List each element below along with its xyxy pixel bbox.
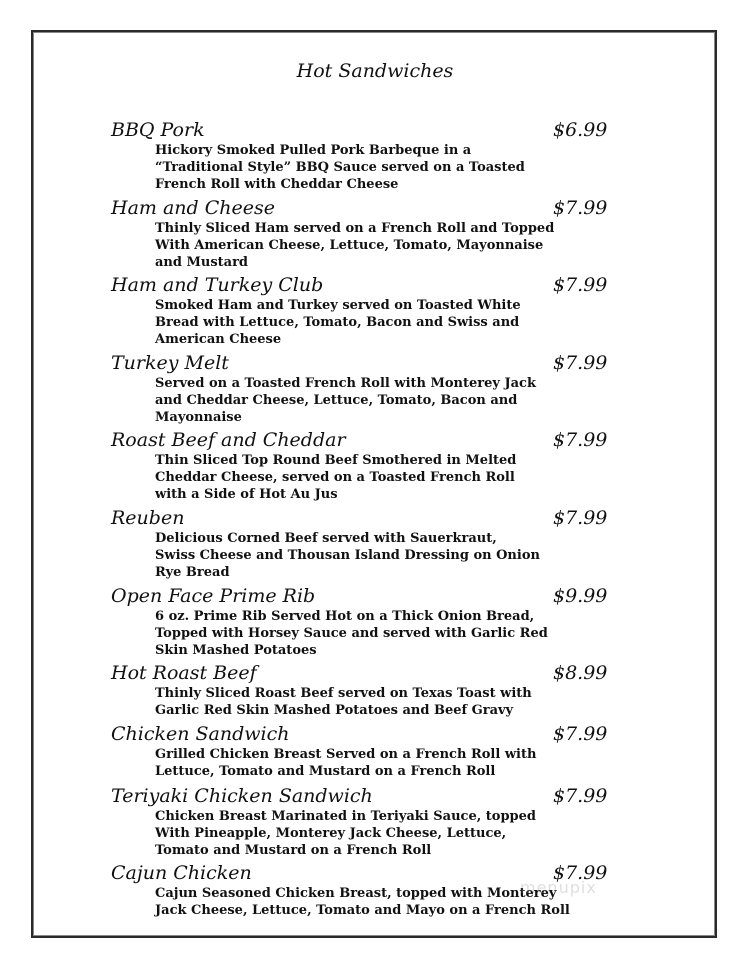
menu-item-name: Open Face Prime Rib [111, 585, 316, 607]
menu-item-description-line: and Mustard [155, 255, 249, 270]
menu-item-description-line: Tomato and Mustard on a French Roll [155, 843, 432, 858]
menu-item-description-line: French Roll with Cheddar Cheese [155, 177, 399, 192]
menu-item-description [155, 220, 570, 271]
menu-item-description-line: “Traditional Style” BBQ Sauce served on a Toasted [155, 160, 525, 175]
menu-item-price: $9.99 [553, 585, 608, 607]
menu-item-description-line: Garlic Red Skin Mashed Potatoes and Beef Gravy [155, 703, 514, 718]
menu-section-title: Hot Sandwiches [296, 60, 454, 82]
menu-item-price: $7.99 [553, 723, 608, 745]
menu-item-name: Ham and Turkey Club [111, 274, 324, 296]
menu-item-description [155, 746, 570, 780]
menu-item-description-line: Hickory Smoked Pulled Pork Barbeque in a [155, 143, 472, 158]
menu-item-description-line: With American Cheese, Lettuce, Tomato, Mayonnaise [155, 238, 544, 253]
menu-item-description-line: Grilled Chicken Breast Served on a French Roll with [155, 747, 537, 762]
menu-item-name: BBQ Pork [111, 119, 205, 141]
menu-item-description [155, 685, 570, 719]
menu-item-description-line: Thin Sliced Top Round Beef Smothered in Melted [155, 453, 517, 468]
menu-item-description-line: American Cheese [155, 332, 282, 347]
menu-item-description [155, 142, 570, 193]
menu-item-price: $7.99 [553, 862, 608, 884]
watermark: menupix [520, 878, 597, 897]
menu-item-description-line: Thinly Sliced Ham served on a French Roll and Topped [155, 221, 555, 236]
menu-item-description-line: With Pineapple, Monterey Jack Cheese, Lettuce, [155, 826, 507, 841]
menu-item-description-line: Chicken Breast Marinated in Teriyaki Sauce, topped [155, 809, 536, 824]
menu-item-description [155, 608, 570, 659]
menu-item-price: $7.99 [553, 785, 608, 807]
menu-item-name: Reuben [111, 507, 185, 529]
menu-item-description-line: Lettuce, Tomato and Mustard on a French Roll [155, 764, 496, 779]
menu-item-description-line: Bread with Lettuce, Tomato, Bacon and Swiss and [155, 315, 520, 330]
menu-item-name: Chicken Sandwich [111, 723, 290, 745]
menu-item-name: Teriyaki Chicken Sandwich [111, 785, 373, 807]
menu-item-description [155, 808, 570, 859]
menu-item-description-line: 6 oz. Prime Rib Served Hot on a Thick Onion Bread, [155, 609, 535, 624]
menu-item-name: Ham and Cheese [111, 197, 275, 219]
menu-item-description-line: Thinly Sliced Roast Beef served on Texas Toast with [155, 686, 532, 701]
menu-item-description-line: with a Side of Hot Au Jus [155, 487, 338, 502]
menu-item-description [155, 375, 570, 426]
menu-item-price: $6.99 [553, 119, 608, 141]
menu-item-description-line: Delicious Corned Beef served with Sauerkraut, [155, 531, 497, 546]
menu-item-name: Hot Roast Beef [111, 662, 257, 684]
menu-item-description [155, 452, 570, 503]
menu-item-description-line: Rye Bread [155, 565, 230, 580]
menu-item-price: $7.99 [553, 274, 608, 296]
menu-item-price: $7.99 [553, 197, 608, 219]
menu-item-name: Cajun Chicken [111, 862, 252, 884]
menu-item-name: Roast Beef and Cheddar [111, 429, 346, 451]
menu-item-description-line: and Cheddar Cheese, Lettuce, Tomato, Bacon and [155, 393, 518, 408]
menu-item-price: $7.99 [553, 507, 608, 529]
menu-item-description-line: Cheddar Cheese, served on a Toasted French Roll [155, 470, 515, 485]
menu-item-description-line: Mayonnaise [155, 410, 242, 425]
menu-item-description-line: Swiss Cheese and Thousan Island Dressing on Onion [155, 548, 540, 563]
menu-item-price: $7.99 [553, 352, 608, 374]
menu-item-description-line: Cajun Seasoned Chicken Breast, topped with Monterey [155, 886, 557, 901]
menu-item-price: $8.99 [553, 662, 608, 684]
menu-item-description-line: Skin Mashed Potatoes [155, 643, 317, 658]
menu-item-description-line: Jack Cheese, Lettuce, Tomato and Mayo on a French Roll [155, 903, 570, 918]
menu-item-description-line: Topped with Horsey Sauce and served with Garlic Red [155, 626, 548, 641]
menu-item-description-line: Smoked Ham and Turkey served on Toasted White [155, 298, 521, 313]
menu-item-name: Turkey Melt [111, 352, 229, 374]
menu-item-description [155, 297, 570, 348]
menu-item-description-line: Served on a Toasted French Roll with Monterey Jack [155, 376, 536, 391]
menu-item-description [155, 530, 570, 581]
menu-item-price: $7.99 [553, 429, 608, 451]
menu-item-description [155, 885, 570, 919]
